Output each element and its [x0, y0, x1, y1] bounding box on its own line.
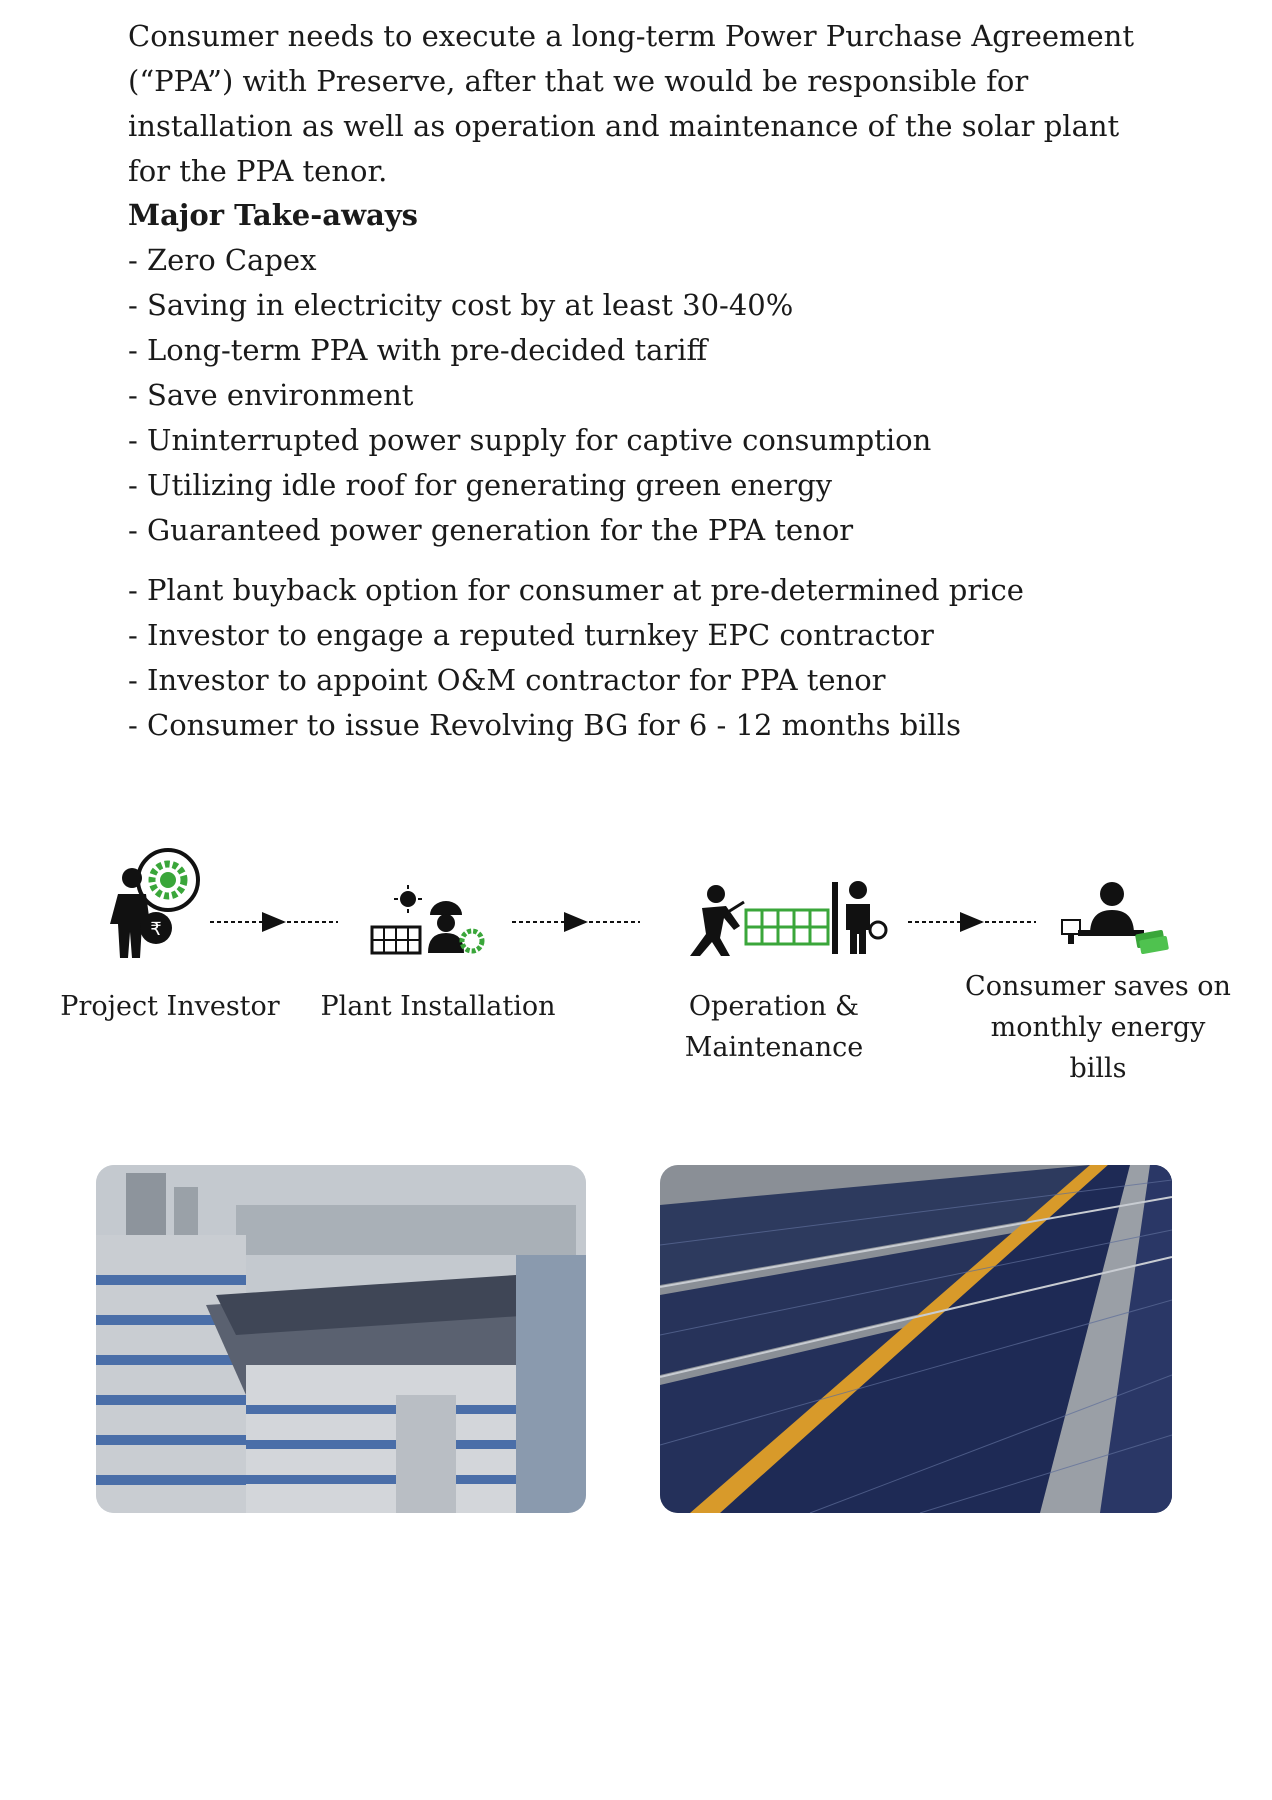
- flow-step-label-line: monthly energy bills: [990, 1012, 1206, 1084]
- list-item: - Saving in electricity cost by at least 30-40%: [128, 288, 794, 322]
- list-item: - Consumer to issue Revolving BG for 6 - 12 months bills: [128, 708, 961, 742]
- takeaways-heading: Major Take-aways: [128, 198, 418, 232]
- flow-step-label-line: Consumer saves on: [965, 971, 1231, 1002]
- intro-paragraph: Consumer needs to execute a long-term Power Purchase Agreement (“PPA”) with Preserve, after that we would be responsible for installation as well as operation and maintenance of the solar plant for the PPA tenor.: [128, 19, 1135, 188]
- flow-step-label: Project Investor: [60, 991, 280, 1022]
- investor-icon: [100, 848, 210, 960]
- list-item: - Save environment: [128, 378, 414, 412]
- list-item: - Investor to appoint O&M contractor for PPA tenor: [128, 663, 886, 697]
- list-item: - Zero Capex: [128, 243, 317, 277]
- list-item: - Long-term PPA with pre-decided tariff: [128, 333, 708, 367]
- list-item: - Plant buyback option for consumer at pre-determined price: [128, 573, 1024, 607]
- rooftop-solar-building-photo: [96, 1165, 586, 1513]
- list-item: - Utilizing idle roof for generating green energy: [128, 468, 833, 502]
- takeaways-list-primary: [128, 238, 931, 553]
- installation-icon: [370, 885, 490, 957]
- flow-step-label: Operation & Maintenance: [684, 991, 864, 1063]
- consumer-savings-icon: [1060, 880, 1170, 956]
- flow-step-label: [960, 966, 1236, 1089]
- solar-panel-array-photo: [660, 1165, 1172, 1513]
- list-item: - Investor to engage a reputed turnkey EPC contractor: [128, 618, 934, 652]
- maintenance-icon: [662, 878, 892, 958]
- list-item: - Uninterrupted power supply for captive consumption: [128, 423, 932, 457]
- takeaways-list-secondary: [128, 568, 1024, 748]
- flow-arrow: [512, 910, 640, 934]
- flow-arrow: [908, 910, 1036, 934]
- list-item: - Guaranteed power generation for the PPA tenor: [128, 513, 854, 547]
- flow-arrow: [210, 910, 338, 934]
- flow-step-label: Plant Installation: [320, 991, 556, 1022]
- svg-text:₹: ₹: [150, 919, 162, 940]
